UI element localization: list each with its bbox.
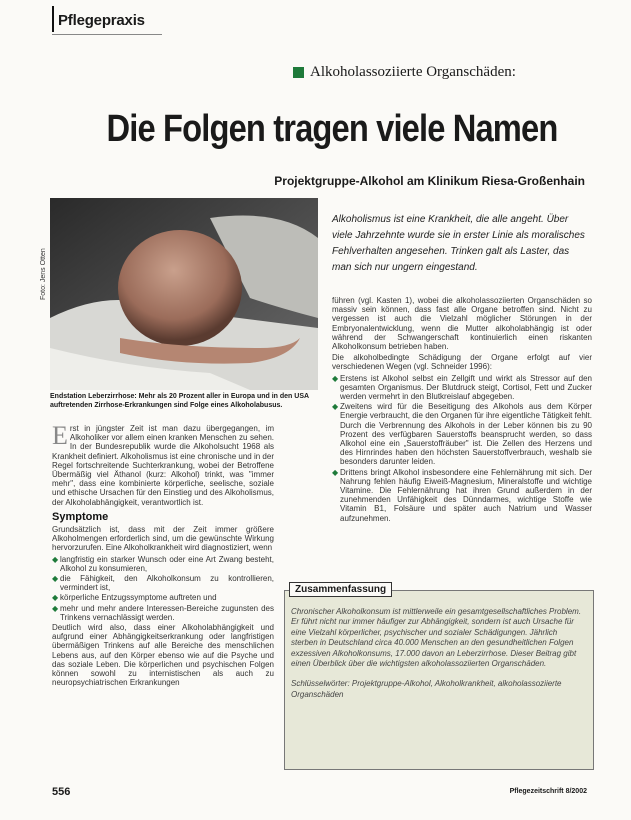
list-item: ◆ langfristig ein starker Wunsch oder eine Art Zwang besteht, Alkohol zu konsumieren,	[52, 554, 274, 573]
page-number: 556	[52, 786, 71, 798]
symptome-paragraph: Grundsätzlich ist, dass mit der Zeit immer größere Alkoholmengen erforderlich sind, um die gewünschte Wirkung hervorzurufen. Eine Alkoholkrankheit wird diagnostiziert, wenn	[52, 525, 274, 553]
paragraph: Die alkoholbedingte Schädigung der Organe erfolgt auf vier verschiedenen Wegen (vgl. Schneider 1996):	[332, 353, 592, 372]
diamond-bullet-icon: ◆	[332, 467, 339, 477]
diamond-bullet-icon: ◆	[52, 593, 59, 603]
intro-text: Alkoholismus ist eine Krankheit, die alle angeht. Über viele Jahrzehnte wurde sie in erster Linie als moralisches Fehlverhalten angesehen. Trinken galt als Laster, das man sich nur ungern eingestand.	[332, 214, 585, 273]
list-item: ◆ die Fähigkeit, den Alkoholkonsum zu kontrollieren, vermindert ist,	[52, 574, 274, 593]
right-column	[332, 296, 592, 524]
diamond-bullet-icon: ◆	[52, 574, 59, 584]
list-item: ◆ körperliche Entzugssymptome auftreten und	[52, 593, 217, 603]
section-title: Pflegepraxis	[58, 12, 145, 29]
list-item: ◆ mehr und mehr andere Interessen-Bereiche zugunsten des Trinkens vernachlässigt werden.	[52, 603, 274, 622]
symptom-list	[52, 555, 274, 622]
section-rule	[52, 34, 162, 35]
drop-cap: E	[52, 421, 68, 450]
green-square-icon	[293, 67, 304, 78]
photo-credit: Foto: Jens Otten	[40, 248, 47, 300]
section-bar	[52, 6, 54, 32]
diamond-bullet-icon: ◆	[332, 373, 339, 383]
summary-label: Zusammenfassung	[289, 582, 392, 597]
article-title: Die Folgen tragen viele Namen	[106, 108, 558, 150]
list-item: ◆ Erstens ist Alkohol selbst ein Zellgift und wirkt als Stressor auf den gesamten Organismus. Der Blutdruck steigt, Cortisol, Fett und Zucker werden vermehrt in den Blutkreislauf abgegeben.	[332, 373, 592, 402]
kicker-text: Alkoholassoziierte Organschäden:	[310, 64, 516, 80]
summary-text: Chronischer Alkoholkonsum ist mittlerweile ein gesamtgesellschaftliches Problem. Er führt nicht nur immer häufiger zur Abhängigkeit, sondern ist auch Ursache für eine Vielzahl körperlicher, psychischer und sozialer Schädigungen. Jährlich sterben in Deutschland circa 40.000 Menschen an den gesundheitlichen Folgen exzessiven Alkoholkonsums, 17.000 davon an Leberzirrhose. Dieser Beitrag gibt einen Überblick über die wichtigsten alkoholassoziierten Organschäden.	[291, 607, 582, 669]
diamond-bullet-icon: ◆	[52, 554, 59, 564]
paragraph-text: rst in jüngster Zeit ist man dazu übergegangen, im Alkoholiker vor allem einen kranken Menschen zu sehen. In der Bundesrepublik wurde die Alkoholsucht 1968 als Krankheit definiert. Alkoholismus ist eine chronische und in der Regel fortschreitende Suchterkrankung, wobei der Betroffene Übermäßig viel Äthanol (kurz: Alkohol) trinkt, was "immer mehr", dass eine kombinierte körperliche, seelische, soziale und ethische Ursachen für den Einstieg und des Alkoholismus, der Alkoholabhängigkeit, verantwortlich ist.	[52, 424, 274, 507]
summary-keywords: Schlüsselwörter: Projektgruppe-Alkohol, Alkoholkrankheit, alkoholassoziierte Organschäden	[291, 679, 562, 699]
diamond-bullet-icon: ◆	[332, 402, 339, 412]
intro-paragraph	[52, 421, 274, 507]
symptome-heading: Symptome	[52, 510, 109, 523]
kicker	[293, 64, 516, 81]
article-author: Projektgruppe-Alkohol am Klinikum Riesa-Großenhain	[274, 174, 585, 188]
photo-caption: Endstation Leberzirrhose: Mehr als 20 Prozent aller in Europa und in den USA auftretenden Zirrhose-Erkrankungen sind Folge eines Alkoholabusus.	[50, 393, 309, 409]
journal-footer: Pflegezeitschrift 8/2002	[509, 788, 587, 795]
damage-list	[332, 374, 592, 523]
summary-body	[291, 607, 583, 700]
diamond-bullet-icon: ◆	[52, 603, 59, 613]
list-item: ◆ Drittens bringt Alkohol insbesondere eine Fehlernährung mit sich. Der Nahrung fehlen häufig Eiweiß-Magnesium, Mineralstoffe und wichtige Vitamine. Die Fehlernährung hat ihren Grund außerdem in der zunehmenden Unfähigkeit des Dünndarmes, wichtige Stoffe wie Vitamin B1, Folsäure und später auch Natrium und Wasser aufzunehmen.	[332, 467, 592, 523]
photo-patient	[50, 198, 318, 390]
left-column	[52, 421, 274, 689]
patient-photo-illustration	[50, 198, 318, 390]
list-item: ◆ Zweitens wird für die Beseitigung des Alkohols aus dem Körper Energie verbraucht, die den Organen für ihre eigentliche Tätigkeit fehlt. Durch die Verbrennung des Alkohols in der Leber können bis zu 90 Prozent des verfügbaren Sauerstoffs beansprucht werden, so dass Alkohol eine ein „Sauerstoffräuber" ist. Die Zellen des Herzens und des Hirnrindes haben den höchsten Sauerstoffverbrauch, weshalb sie besonders darunter leiden.	[332, 402, 592, 467]
closing-paragraph: Deutlich wird also, dass einer Alkoholabhängigkeit und aufgrund einer Abhängigkeitserkrankung oder langfristigen übermäßigen Trinkens auf alle Bereiche des menschlichen Lebens aus, auf den Körper ebenso wie auf die Psyche und das soziale Leben. Die körperlichen und psychischen Folgen können sowohl zu internistischen als auch zu neuropsychiatrischen Erkrankungen	[52, 623, 274, 688]
summary-box	[284, 584, 594, 770]
paragraph: führen (vgl. Kasten 1), wobei die alkoholassoziierten Organschäden so massiv sein können, dass fast alle Organe betroffen sind. Nicht zu vergessen ist auch die Vielzahl möglicher Störungen in der Embryonalentwicklung, wenn die Mutter alkoholabhängig ist oder während der Schwangerschaft kontinuierlich einen riskanten Alkoholkonsum betrieben haben.	[332, 296, 592, 352]
